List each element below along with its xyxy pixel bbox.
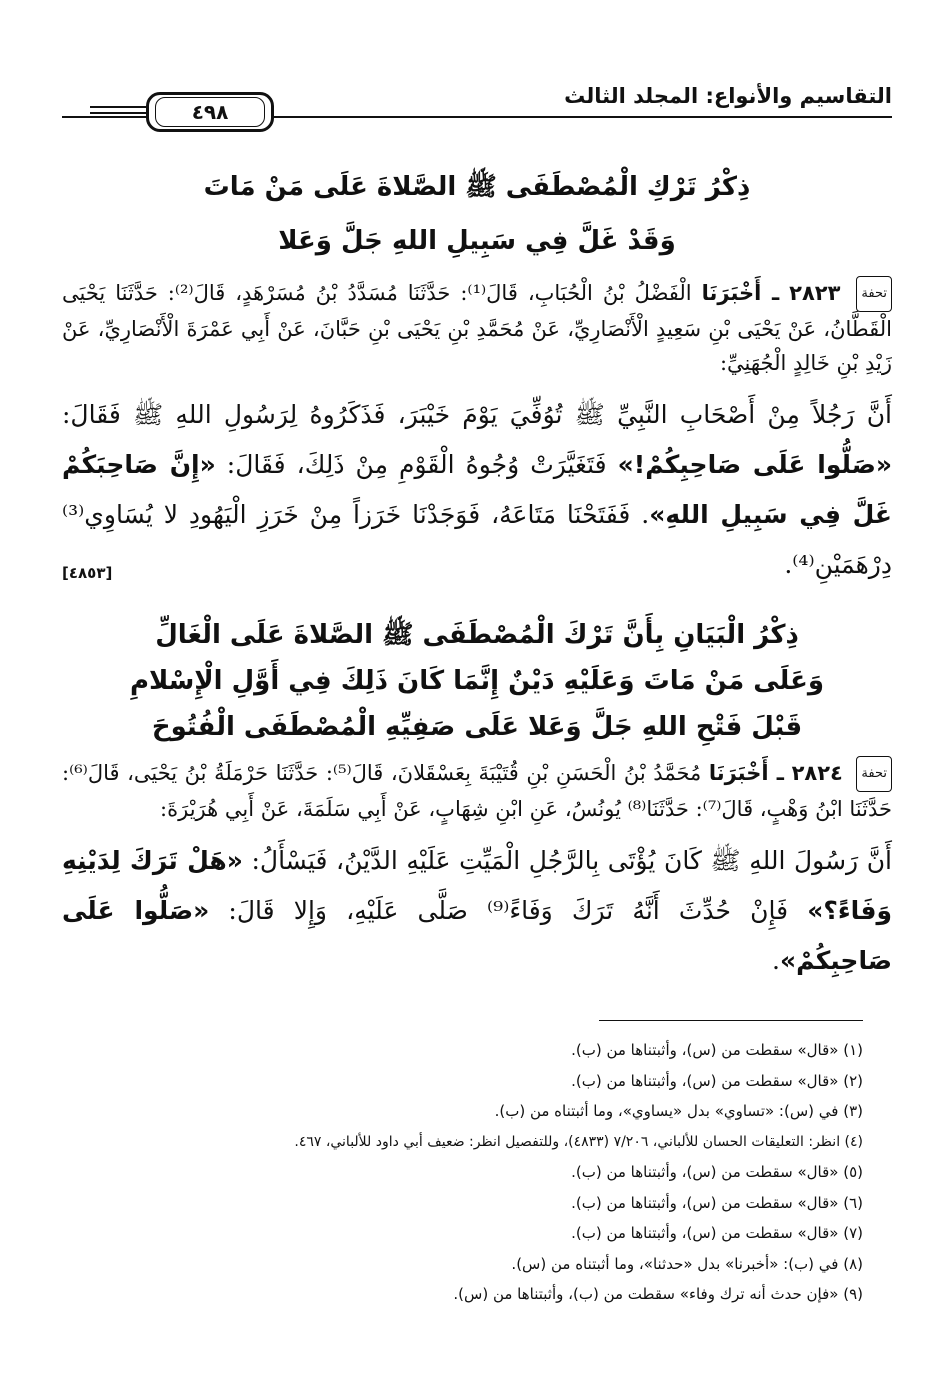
footnote: (٥) «قال» سقطت من (س)، وأثبتناها من (ب). bbox=[571, 1163, 863, 1181]
heading-line: وَقَدْ غَلَّ فِي سَبِيلِ اللهِ جَلَّ وَعَلا bbox=[278, 226, 676, 256]
running-title: التقاسيم والأنواع: المجلد الثالث bbox=[564, 84, 892, 108]
header-double-rule bbox=[90, 106, 146, 114]
hadith-number: ٢٨٢٣ bbox=[789, 281, 841, 305]
footnote-rule bbox=[599, 1020, 863, 1021]
page-number-frame bbox=[146, 92, 274, 132]
footnote: (٧) «قال» سقطت من (س)، وأثبتناها من (ب). bbox=[571, 1224, 863, 1242]
isnad-text: الْفَضْلُ بْنُ الْحُبَابِ، قَالَ⁽¹⁾: حَدَّثَنَا مُسَدَّدُ بْنُ مُسَرْهَدٍ، قَالَ⁽²⁾: حَدَّثَنَا يَحْيَى الْقَطَّانُ، عَنْ يَحْيَى بْنِ سَعِيدٍ الْأَنْصَارِيِّ، عَنْ مُحَمَّدِ بْنِ يَحْيَى بْنِ حَبَّانَ، عَنْ أَبِي عَمْرَةَ الْأَنْصَارِيِّ، عَنْ زَيْدِ بْنِ خَالِدٍ الْجُهَنِيِّ: bbox=[62, 281, 892, 375]
prophetic-quote: «صَلُّوا عَلَى صَاحِبِكُمْ» bbox=[62, 896, 892, 975]
matn-text: فَإِنْ حُدِّثَ أَنَّهُ تَرَكَ وَفَاءً⁽⁹⁾ صَلَّى عَلَيْهِ، وَإِلا قَالَ: bbox=[209, 896, 808, 925]
hadith-isnad: تحفة ٢٨٢٤ ـ أَخْبَرَنَا مُحَمَّدُ بْنُ الْحَسَنِ بْنِ قُتَيْبَةَ بِعَسْقَلانَ، قَالَ⁽⁵⁾: حَدَّثَنَا حَرْمَلَةُ بْنُ يَحْيَى، قَالَ⁽⁶⁾: حَدَّثَنَا ابْنُ وَهْبٍ، قَالَ⁽⁷⁾: حَدَّثَنَا⁽⁸⁾ يُونُسُ، عَنِ ابْنِ شِهَابٍ، عَنْ أَبِي سَلَمَةَ، عَنْ أَبِي هُرَيْرَةَ: bbox=[62, 756, 892, 826]
footnotes bbox=[87, 1020, 863, 1310]
footnote: (٤) انظر: التعليقات الحسان للألباني، ٧/٢٠٦ (٤٨٣٣)، وللتفصيل انظر: ضعيف أبي داود للألباني، ٤٦٧. bbox=[294, 1133, 863, 1150]
prophetic-quote: «صَلُّوا عَلَى صَاحِبِكُمْ!» bbox=[617, 450, 893, 479]
heading-line: ذِكْرُ تَرْكِ الْمُصْطَفَى ﷺ الصَّلاةَ عَلَى مَنْ مَاتَ bbox=[203, 172, 751, 202]
isnad-text: مُحَمَّدُ بْنُ الْحَسَنِ بْنِ قُتَيْبَةَ بِعَسْقَلانَ، قَالَ⁽⁵⁾: حَدَّثَنَا حَرْمَلَةُ بْنُ يَحْيَى، قَالَ⁽⁶⁾: حَدَّثَنَا ابْنُ وَهْبٍ، قَالَ⁽⁷⁾: حَدَّثَنَا⁽⁸⁾ يُونُسُ، عَنِ ابْنِ شِهَابٍ، عَنْ أَبِي سَلَمَةَ، عَنْ أَبِي هُرَيْرَةَ: bbox=[62, 761, 892, 821]
section-heading bbox=[62, 612, 892, 750]
tuhfa-badge: تحفة bbox=[856, 756, 892, 792]
section-heading bbox=[62, 160, 892, 268]
matn-text: . فَفَتَحْنَا مَتَاعَهُ، فَوَجَدْنَا خَرَزاً مِنْ خَرَزِ الْيَهُودِ لا يُسَاوِي⁽³⁾ دِرْهَمَيْنِ⁽⁴⁾. bbox=[62, 500, 892, 579]
hadith-matn bbox=[62, 390, 892, 590]
prophetic-quote: «إِنَّ صَاحِبَكُمْ غَلَّ فِي سَبِيلِ اللهِ» bbox=[62, 450, 892, 529]
footnote: (٣) في (س): «تساوي» بدل «يساوي»، وما أثبتناه من (ب). bbox=[494, 1102, 863, 1120]
hadith-number: ٢٨٢٤ bbox=[791, 761, 843, 785]
matn-text: فَتَغَيَّرَتْ وُجُوهُ الْقَوْمِ مِنْ ذَلِكَ، فَقَالَ: bbox=[215, 450, 618, 479]
matn-text: . bbox=[771, 946, 780, 975]
isnad-lead: أَخْبَرَنَا bbox=[708, 761, 769, 785]
matn-text: أَنَّ رَجُلاً مِنْ أَصْحَابِ النَّبِيِّ ﷺ تُوُفِّيَ يَوْمَ خَيْبَرَ، فَذَكَرُوهُ لِرَسُولِ اللهِ ﷺ فَقَالَ: bbox=[62, 400, 892, 429]
footnote: (٨) في (ب): «أخبرنا» بدل «حدثنا»، وما أثبتناه من (س). bbox=[511, 1254, 863, 1273]
heading-line: ذِكْرُ الْبَيَانِ بِأَنَّ تَرْكَ الْمُصْطَفَى ﷺ الصَّلاةَ عَلَى الْغَالِّ bbox=[155, 620, 799, 650]
matn-text: أَنَّ رَسُولَ اللهِ ﷺ كَانَ يُؤْتَى بِالرَّجُلِ الْمَيِّتِ عَلَيْهِ الدَّيْنُ، فَيَسْأَلُ: bbox=[242, 846, 892, 875]
heading-line: قَبْلَ فَتْحِ اللهِ جَلَّ وَعَلا عَلَى صَفِيِّهِ الْمُصْطَفَى الْفُتُوحَ bbox=[151, 712, 803, 742]
hadith-isnad: تحفة ٢٨٢٣ ـ أَخْبَرَنَا الْفَضْلُ بْنُ الْحُبَابِ، قَالَ⁽¹⁾: حَدَّثَنَا مُسَدَّدُ بْنُ مُسَرْهَدٍ، قَالَ⁽²⁾: حَدَّثَنَا يَحْيَى الْقَطَّانُ، عَنْ يَحْيَى بْنِ سَعِيدٍ الْأَنْصَارِيِّ، عَنْ مُحَمَّدِ بْنِ يَحْيَى بْنِ حَبَّانَ، عَنْ أَبِي عَمْرَةَ الْأَنْصَارِيِّ، عَنْ زَيْدِ بْنِ خَالِدٍ الْجُهَنِيِّ: bbox=[62, 276, 892, 380]
hadith-matn bbox=[62, 836, 892, 986]
footnote: (٢) «قال» سقطت من (س)، وأثبتناها من (ب). bbox=[571, 1071, 863, 1090]
page-number: ٤٩٨ bbox=[155, 97, 265, 127]
page-header bbox=[62, 84, 892, 124]
hadith-reference: [٤٨٥٣] bbox=[62, 564, 113, 582]
tuhfa-badge: تحفة bbox=[856, 276, 892, 312]
footnote: (٩) «فإن حدث أنه ترك وفاء» سقطت من (ب)، وأثبتناها من (س). bbox=[453, 1285, 863, 1303]
footnote: (١) «قال» سقطت من (س)، وأثبتناها من (ب). bbox=[571, 1041, 863, 1059]
page-body bbox=[62, 160, 892, 986]
prophetic-quote: «هَلْ تَرَكَ لِدَيْنِهِ وَفَاءً؟» bbox=[62, 846, 892, 925]
footnote: (٦) «قال» سقطت من (س)، وأثبتناها من (ب). bbox=[571, 1193, 863, 1212]
isnad-lead: أَخْبَرَنَا bbox=[701, 281, 762, 305]
heading-line: وَعَلَى مَنْ مَاتَ وَعَلَيْهِ دَيْنٌ إِنَّمَا كَانَ ذَلِكَ فِي أَوَّلِ الْإِسْلامِ bbox=[129, 666, 825, 696]
